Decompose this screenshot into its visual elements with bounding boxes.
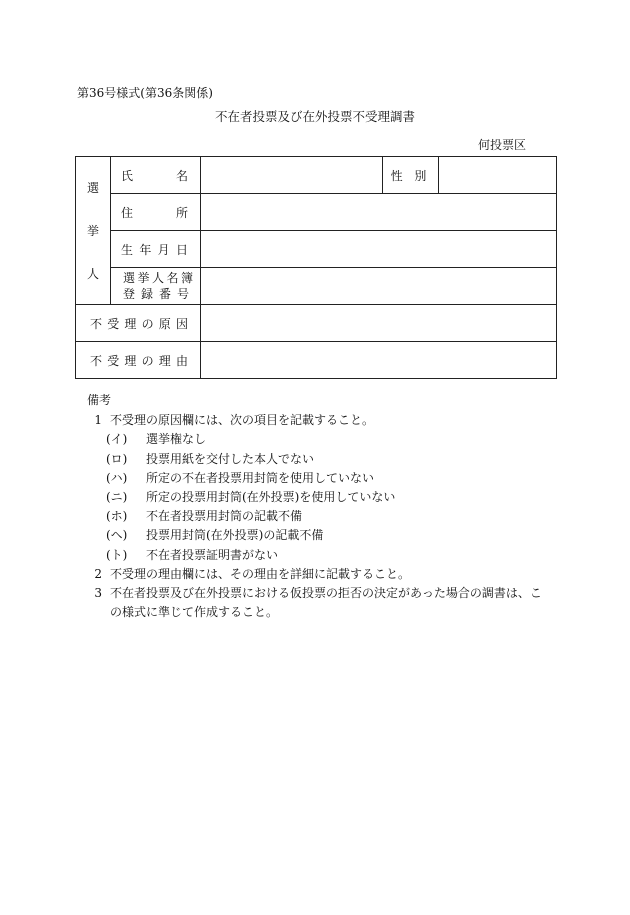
subitem-mark: (ハ) xyxy=(106,470,128,485)
note-subitem xyxy=(106,507,542,526)
refusal-cause-label-cell xyxy=(76,305,201,342)
subitem-text: 投票用紙を交付した本人でない xyxy=(146,451,315,466)
document-title: 不在者投票及び在外投票不受理調書 xyxy=(214,109,415,124)
note-subitem xyxy=(106,430,542,449)
birthdate-label-char: 月 xyxy=(157,242,170,257)
refusal-reason-label-cell xyxy=(76,342,201,379)
address-label-char: 住 xyxy=(121,205,134,220)
birthdate-label-char: 生 xyxy=(121,242,134,257)
elector-header-cell xyxy=(76,157,111,305)
subitem-mark: (ヘ) xyxy=(106,528,128,543)
table-row xyxy=(76,305,557,342)
refusal-record-table xyxy=(75,156,557,379)
reason-label-char: 不 xyxy=(90,353,103,368)
subitem-mark: (イ) xyxy=(106,432,128,447)
subitem-text: 不在者投票証明書がない xyxy=(146,547,279,562)
note-continuation: の様式に準じて作成すること。 xyxy=(110,605,279,620)
table-row xyxy=(76,157,557,194)
name-label-cell xyxy=(111,157,201,194)
note-subitem xyxy=(106,450,542,469)
reason-label-char: 由 xyxy=(175,353,188,368)
notes-title: 備考 xyxy=(87,393,112,407)
address-label-cell xyxy=(111,194,201,231)
name-value-cell[interactable] xyxy=(201,157,383,194)
cause-label-char: 因 xyxy=(175,316,188,331)
refusal-reason-value-cell[interactable] xyxy=(201,342,557,379)
note-subitem xyxy=(106,526,542,545)
subitem-mark: (ロ) xyxy=(106,451,128,466)
subitem-text: 不在者投票用封筒の記載不備 xyxy=(146,509,303,524)
note-item xyxy=(82,584,542,603)
subitem-text: 所定の投票用封筒(在外投票)を使用していない xyxy=(146,490,396,505)
table-row xyxy=(76,342,557,379)
note-item xyxy=(82,565,542,584)
birthdate-value-cell[interactable] xyxy=(201,231,557,268)
name-label-char: 名 xyxy=(175,168,188,183)
gender-label-cell: 性 別 xyxy=(383,157,439,194)
note-subitem xyxy=(106,546,542,565)
subitem-mark: (ト) xyxy=(106,547,128,562)
note-number: 1 xyxy=(94,413,102,428)
polling-district-label: 何投票区 xyxy=(477,138,526,152)
gender-value-cell[interactable] xyxy=(439,157,557,194)
birthdate-label-char: 年 xyxy=(139,242,152,257)
note-text: 不受理の理由欄には、その理由を詳細に記載すること。 xyxy=(110,566,411,581)
address-label-char: 所 xyxy=(175,205,188,220)
register-number-value-cell[interactable] xyxy=(201,268,557,305)
register-number-label-cell xyxy=(111,268,201,305)
note-number: 3 xyxy=(94,586,102,601)
reason-label-char: 理 xyxy=(124,353,137,368)
table-row xyxy=(76,231,557,268)
reason-label-char: 理 xyxy=(158,353,171,368)
note-number: 2 xyxy=(94,566,102,581)
table-row xyxy=(76,194,557,231)
name-label-char: 氏 xyxy=(121,168,134,183)
subitem-text: 所定の不在者投票用封筒を使用していない xyxy=(146,470,375,485)
refusal-cause-value-cell[interactable] xyxy=(201,305,557,342)
cause-label-char: 理 xyxy=(124,316,137,331)
birthdate-label-cell xyxy=(111,231,201,268)
note-text: 不在者投票及び在外投票における仮投票の拒否の決定があった場合の調書は、こ xyxy=(110,586,542,601)
cause-label-char: 原 xyxy=(158,316,171,331)
note-subitem xyxy=(106,488,542,507)
elector-char: 選 xyxy=(86,180,99,195)
note-subitem xyxy=(106,469,542,488)
cause-label-char: の xyxy=(141,316,154,331)
notes-section xyxy=(82,391,542,622)
subitem-mark: (ホ) xyxy=(106,509,128,524)
subitem-mark: (ニ) xyxy=(106,490,128,505)
birthdate-label-char: 日 xyxy=(175,242,188,257)
address-value-cell[interactable] xyxy=(201,194,557,231)
subitem-text: 選挙権なし xyxy=(146,432,207,447)
elector-char: 挙 xyxy=(86,223,99,238)
reason-label-char: 受 xyxy=(107,353,120,368)
table-row xyxy=(76,268,557,305)
register-label-line2: 登録番号 xyxy=(123,287,196,301)
cause-label-char: 受 xyxy=(107,316,120,331)
reason-label-char: の xyxy=(141,353,154,368)
subitem-text: 投票用封筒(在外投票)の記載不備 xyxy=(146,528,324,543)
register-label-line1: 選挙人名簿 xyxy=(123,271,196,285)
cause-label-char: 不 xyxy=(90,316,103,331)
note-text: 不受理の原因欄には、次の項目を記載すること。 xyxy=(110,413,375,428)
form-number-label: 第36号様式(第36条関係) xyxy=(77,86,213,100)
elector-char: 人 xyxy=(86,267,99,282)
note-item xyxy=(82,411,542,430)
